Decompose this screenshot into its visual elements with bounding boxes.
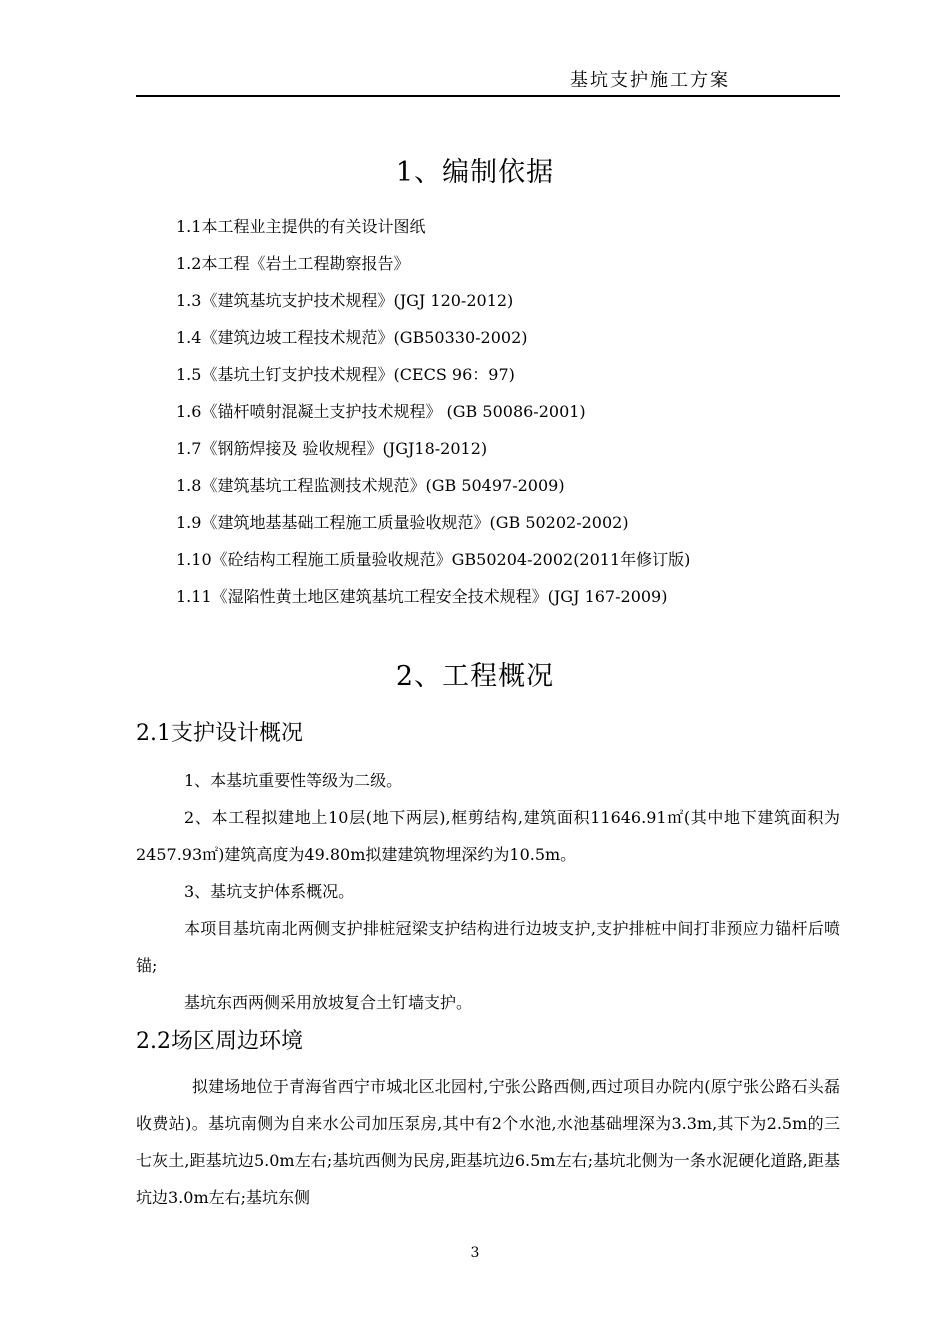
- section-2-heading: 2、工程概况: [395, 661, 555, 692]
- running-header-title: 基坑支护施工方案: [570, 70, 730, 91]
- reference-item: 1.5《基坑土钉支护技术规程》(CECS 96：97): [176, 365, 515, 384]
- paragraph-importance: 1、本基坑重要性等级为二级。: [184, 771, 403, 790]
- paragraph-north-south-support: 本项目基坑南北两侧支护排桩冠梁支护结构进行边坡支护,支护排桩中间打非预应力锚杆后喷锚;: [136, 919, 840, 975]
- paragraph-surroundings: 拟建场地位于青海省西宁市城北区北园村,宁张公路西侧,西过项目办院内(原宁张公路石头磊收费站)。基坑南侧为自来水公司加压泵房,其中有2个水池,水池基础埋深为3.3m,其下为2.5m的三七灰土,距基坑边5.0m左右;基坑西侧为民房,距基坑边6.5m左右;基坑北侧为一条水泥硬化道路,距基坑边3.0m左右;基坑东侧: [136, 1077, 840, 1207]
- reference-item: 1.6《锚杆喷射混凝土支护技术规程》 (GB 50086-2001): [176, 402, 586, 421]
- reference-item: 1.11《湿陷性黄土地区建筑基坑工程安全技术规程》(JGJ 167-2009): [176, 587, 668, 606]
- subsection-2-1-heading: 2.1支护设计概况: [136, 721, 303, 746]
- subsection-2-2-heading: 2.2场区周边环境: [136, 1029, 303, 1054]
- reference-item: 1.4《建筑边坡工程技术规范》(GB50330-2002): [176, 328, 528, 347]
- reference-item: 1.2本工程《岩土工程勘察报告》: [176, 254, 410, 273]
- reference-item: 1.7《钢筋焊接及 验收规程》(JGJ18-2012): [176, 439, 488, 458]
- paragraph-support-overview: 3、基坑支护体系概况。: [184, 882, 355, 901]
- reference-list: [176, 214, 690, 621]
- paragraph-east-west-support: 基坑东西两侧采用放坡复合土钉墙支护。: [184, 993, 473, 1012]
- reference-item: 1.9《建筑地基基础工程施工质量验收规范》(GB 50202-2002): [176, 513, 629, 532]
- reference-item: 1.8《建筑基坑工程监测技术规范》(GB 50497-2009): [176, 476, 565, 495]
- reference-item: 1.1本工程业主提供的有关设计图纸: [176, 217, 426, 236]
- header-divider: [136, 95, 840, 97]
- reference-item: 1.3《建筑基坑支护技术规程》(JGJ 120-2012): [176, 291, 514, 310]
- section-1-heading: 1、编制依据: [395, 157, 555, 188]
- paragraph-building-info: 2、本工程拟建地上10层(地下两层),框剪结构,建筑面积11646.91㎡(其中地下建筑面积为2457.93㎡)建筑高度为49.80m拟建建筑物埋深约为10.5m。: [136, 808, 840, 864]
- page-number: 3: [470, 1245, 480, 1261]
- reference-item: 1.10《砼结构工程施工质量验收规范》GB50204-2002(2011年修订版): [176, 550, 691, 569]
